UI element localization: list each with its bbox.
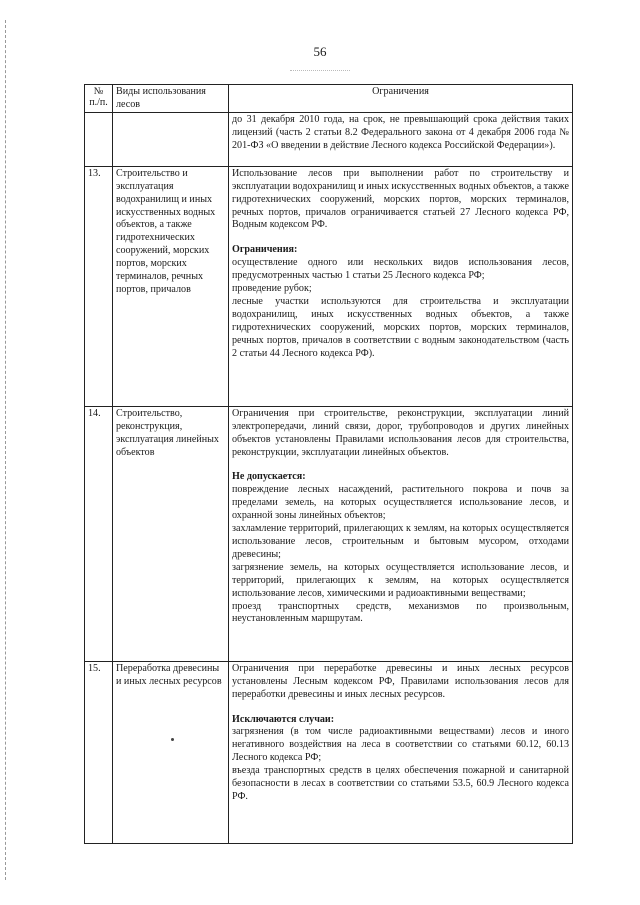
- row-kind: Строительство и эксплуатация водохранилищ и иных искусственных водных объектов, а также гидротехнических сооружений, морских портов, морских терминалов, речных портов, причалов: [113, 166, 229, 406]
- header-restrictions: Ограничения: [229, 85, 573, 113]
- restrictions-table: [84, 84, 573, 844]
- restriction-item: проведение рубок;: [232, 283, 312, 295]
- table-row-continuation: [85, 112, 573, 166]
- row-num: [85, 112, 113, 166]
- scan-artifact: [290, 70, 350, 77]
- restriction-item: загрязнения (в том числе радиоактивными веществами) лесов и иного негативного воздействия на леса в соответствии со статьями 60.12, 60.13 Лесного кодекса РФ;: [232, 726, 569, 764]
- restriction-item: повреждение лесных насаждений, растительного покрова и почв за пределами земель, на которых осуществляется использование лесов, и охранной зоны линейных объектов;: [232, 484, 569, 522]
- row-kind: Переработка древесины и иных лесных ресурсов: [113, 661, 229, 843]
- table-row-15: [85, 661, 573, 843]
- restriction-intro: Использование лесов при выполнении работ по строительству и эксплуатации водохранилищ и иных искусственных водных объектов, а также гидротехнических сооружений, морских портов, морских терминалов, речных портов, причалов ограничивается статьей 27 Лесного кодекса РФ, Водным кодексом РФ.: [232, 167, 569, 231]
- row-restrictions: до 31 декабря 2010 года, на срок, не превышающий срока действия таких лицензий (часть 2 статьи 8.2 Федерального закона от 4 декабря 2006 года № 201-ФЗ «О введении в действие Лесного кодекса Российской Федерации»).: [229, 112, 573, 166]
- header-kind: Виды использования лесов: [113, 85, 229, 113]
- row-restrictions: [229, 661, 573, 843]
- restriction-intro: Ограничения при строительстве, реконструкции, эксплуатации линий электропередачи, линий связи, дорог, трубопроводов и других линейных объектов установлены Правилами использования лесов для строительства, реконструкции, эксплуатации линейных объектов.: [232, 407, 569, 458]
- page-number: 56: [313, 44, 327, 59]
- row-restrictions: [229, 406, 573, 661]
- restriction-item: лесные участки используются для строительства и эксплуатации водохранилищ, иных искусственных водных объектов, а также гидротехнических сооружений, морских портов, морских терминалов, речных портов, причалов в соответствии с водным законодательством (часть 2 статьи 44 Лесного кодекса РФ).: [232, 295, 569, 359]
- row-kind: Строительство, реконструкция, эксплуатация линейных объектов: [113, 406, 229, 661]
- row-num: 15.: [85, 661, 113, 843]
- restriction-item: загрязнение земель, на которых осуществляется использование лесов, и территорий, прилегающих к землям, на которых осуществляется использование лесов, химическими и радиоактивными веществами;: [232, 561, 569, 599]
- restriction-item: захламление территорий, прилегающих к землям, на которых осуществляется использование лесов, строительным и бытовым мусором, отходами древесины;: [232, 523, 569, 560]
- row-kind: [113, 112, 229, 166]
- scan-speck: [171, 738, 174, 741]
- restriction-item: въезда транспортных средств в целях обеспечения пожарной и санитарной безопасности в лесах в соответствии со статьями 53.5, 60.9 Лесного кодекса РФ.: [232, 765, 569, 802]
- row-num: 14.: [85, 406, 113, 661]
- row-restrictions: [229, 166, 573, 406]
- table-row-13: [85, 166, 573, 406]
- restriction-item: проезд транспортных средств, механизмов по произвольным, неустановленным маршрутам.: [232, 600, 569, 625]
- restriction-intro: Ограничения при переработке древесины и иных лесных ресурсов установлены Лесным кодексом РФ, Правилами использования лесов для переработки древесины и иных лесных ресурсов.: [232, 662, 569, 700]
- scan-binding-edge: [5, 20, 7, 880]
- table-row-14: [85, 406, 573, 661]
- header-num: № п./п.: [85, 85, 113, 113]
- restriction-heading: Ограничения:: [232, 244, 298, 256]
- restriction-heading: Исключаются случаи:: [232, 713, 335, 725]
- row-num: 13.: [85, 166, 113, 406]
- restriction-heading: Не допускается:: [232, 471, 306, 483]
- restriction-item: осуществление одного или нескольких видов использования лесов, предусмотренных частью 1 статьи 25 Лесного кодекса РФ;: [232, 257, 569, 282]
- table-header-row: [85, 85, 573, 113]
